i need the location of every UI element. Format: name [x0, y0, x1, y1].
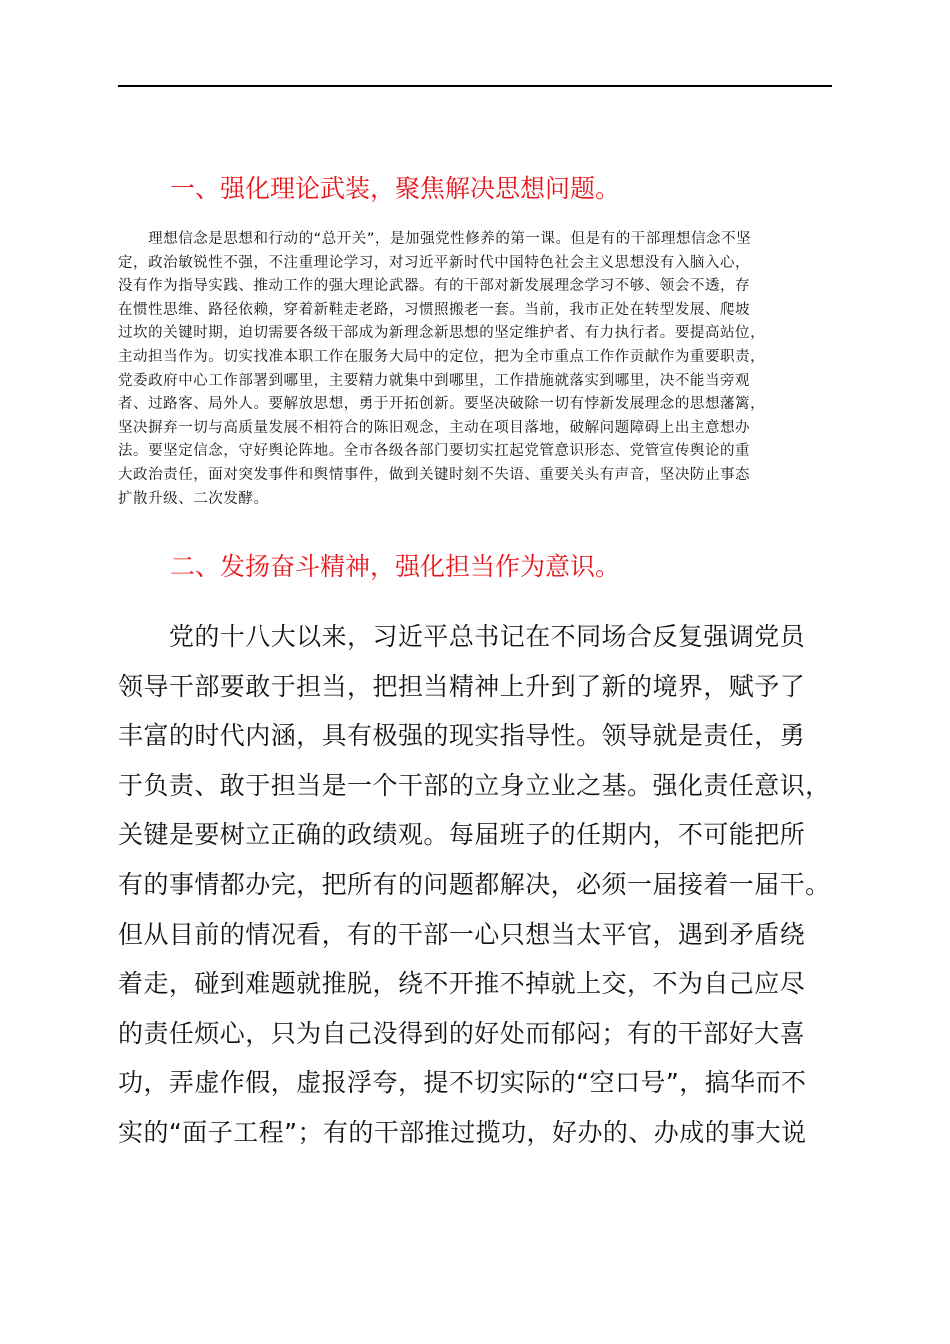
section-1-paragraph: [118, 228, 838, 511]
header-rule: [118, 85, 832, 87]
paragraph-line: 着走，碰到难题就推脱，绕不开推不掉就上交，不为自己应尽: [118, 969, 806, 999]
section-2-heading: 二、发扬奋斗精神，强化担当作为意识。: [170, 552, 621, 581]
paragraph-line: 在惯性思维、路径依赖，穿着新鞋走老路，习惯照搬老一套。当前，我市正处在转型发展、爬坡: [118, 301, 751, 318]
section-1-heading: 一、强化理论武装，聚焦解决思想问题。: [170, 174, 621, 203]
paragraph-line: 于负责、敢于担当是一个干部的立身立业之基。强化责任意识，: [118, 770, 831, 800]
paragraph-line: 法。要坚定信念，守好舆论阵地。全市各级各部门要切实扛起党管意识形态、党管宣传舆论的重: [118, 443, 751, 460]
paragraph-line: 关键是要树立正确的政绩观。每届班子的任期内，不可能把所: [118, 820, 806, 850]
paragraph-line: 功，弄虚作假，虚报浮夸，提不切实际的“空口号”，搞华而不: [118, 1068, 807, 1098]
paragraph-line: 党委政府中心工作部署到哪里，主要精力就集中到哪里，工作措施就落实到哪里，决不能当旁观: [118, 372, 751, 389]
paragraph-line: 坚决摒弃一切与高质量发展不相符合的陈旧观念，主动在项目落地，破解问题障碍上出主意想办: [118, 419, 751, 436]
paragraph-line: 丰富的时代内涵，具有极强的现实指导性。领导就是责任，勇: [118, 721, 806, 751]
paragraph-line: 党的十八大以来，习近平总书记在不同场合反复强调党员: [118, 622, 806, 651]
paragraph-line: 主动担当作为。切实找准本职工作在服务大局中的定位，把为全市重点工作作贡献作为重要职责，: [118, 348, 766, 365]
paragraph-line: 实的“面子工程”；有的干部推过揽功，好办的、办成的事大说: [118, 1117, 807, 1147]
paragraph-line: 定，政治敏锐性不强，不注重理论学习，对习近平新时代中国特色社会主义思想没有入脑入心，: [118, 254, 751, 271]
section-2-paragraph: [118, 612, 842, 1158]
paragraph-line: 领导干部要敢于担当，把担当精神上升到了新的境界，赋予了: [118, 671, 806, 701]
paragraph-line: 但从目前的情况看，有的干部一心只想当太平官，遇到矛盾绕: [118, 919, 806, 949]
paragraph-line: 扩散升级、二次发酵。: [118, 490, 269, 507]
paragraph-line: 过坎的关键时期，迫切需要各级干部成为新理念新思想的坚定维护者、有力执行者。要提高站位，: [118, 325, 766, 342]
paragraph-line: 者、过路客、局外人。要解放思想，勇于开拓创新。要坚决破除一切有悖新发展理念的思想藩篱，: [118, 396, 766, 413]
paragraph-line: 理想信念是思想和行动的“总开关”，是加强党性修养的第一课。但是有的干部理想信念不坚: [118, 231, 752, 247]
paragraph-line: 大政治责任，面对突发事件和舆情事件，做到关键时刻不失语、重要关头有声音，坚决防止事态: [118, 466, 751, 483]
paragraph-line: 的责任烦心，只为自己没得到的好处而郁闷；有的干部好大喜: [118, 1018, 806, 1048]
paragraph-line: 没有作为指导实践、推动工作的强大理论武器。有的干部对新发展理念学习不够、领会不透，存: [118, 278, 751, 295]
paragraph-line: 有的事情都办完，把所有的问题都解决，必须一届接着一届干。: [118, 869, 831, 899]
